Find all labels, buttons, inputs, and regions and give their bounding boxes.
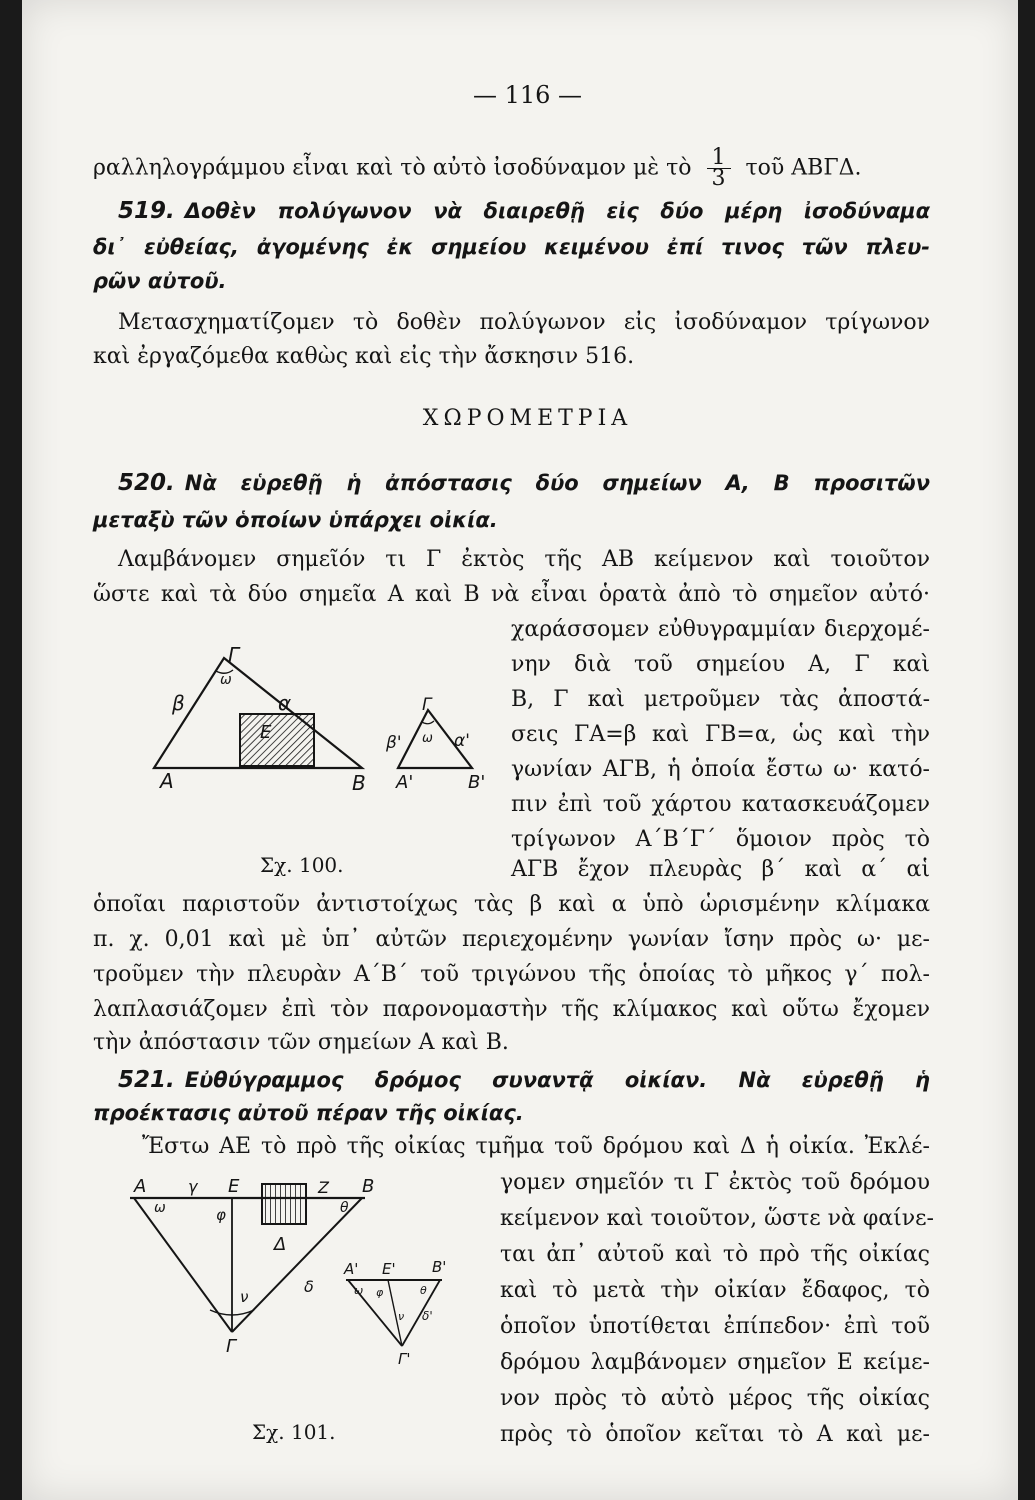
page-number: — 116 — [472, 81, 583, 109]
s520-rest-line-1: ὁποῖαι παριστοῦν ἀντιστοίχως τὰς β καὶ α ὑπὸ ὡρισμένην κλίμακα [93, 892, 930, 917]
label-delta2: δ' [422, 1309, 433, 1323]
label-A: A [134, 1176, 147, 1197]
label-phi2: φ [376, 1286, 384, 1299]
s520-title-line-1: 520. Νὰ εὑρεθῇ ἡ ἀπόστασις δύο σημείων Α, Β προσιτῶν [118, 470, 930, 496]
label-E: E [260, 722, 272, 743]
figure-100-caption: Σχ. 100. [260, 853, 344, 877]
s521-right-line-2: κείμενον καὶ τοιοῦτον, ὥστε νὰ φαίνε- [500, 1206, 934, 1231]
intro-line [93, 145, 953, 191]
label-nu: ν [240, 1288, 249, 1306]
s521-right-line-3: ται ἀπ᾽ αὐτοῦ καὶ τὸ πρὸ τῆς οἰκίας [500, 1242, 930, 1267]
label-beta: β [172, 691, 185, 715]
s520-rest-line-5: τὴν ἀπόστασιν τῶν σημείων Α καὶ Β. [93, 1030, 509, 1055]
label-A: A [160, 769, 174, 793]
label-B2: B' [468, 772, 486, 793]
label-G2: Γ' [398, 1350, 411, 1368]
book-page [22, 0, 1018, 1500]
section-heading: ΧΩΡΟΜΕΤΡΙΑ [422, 406, 633, 431]
s519-title-line-2: δι᾽ εὐθείας, ἀγομένης ἐκ σημείου κειμένου ἐπί τινος τῶν πλευ- [93, 235, 930, 259]
label-G: Γ [228, 643, 240, 667]
label-nu2: ν [398, 1310, 405, 1323]
label-Z: Z [318, 1178, 329, 1197]
label-omega: ω [220, 672, 232, 688]
label-A2: A' [396, 772, 414, 793]
s521-right-line-1: γομεν σημεῖόν τι Γ ἐκτὸς τοῦ δρόμου [500, 1170, 930, 1195]
s520-right-line-5: γωνίαν ΑΓΒ, ἡ ὁποία ἔστω ω· κατό- [511, 757, 930, 782]
fraction-one-third [707, 145, 731, 191]
label-omega2: ω [422, 731, 433, 746]
label-G: Γ [226, 1336, 237, 1357]
label-omega2: ω [354, 1284, 364, 1297]
label-alpha: α [278, 691, 292, 715]
s520-rest-line-2: π. χ. 0,01 καὶ μὲ ὑπ᾽ αὐτῶν περιεχομένην γωνίαν ἴσην πρὸς ω· με- [93, 927, 930, 952]
s521-right-line-8: πρὸς τὸ ὁποῖον κεῖται τὸ Α καὶ με- [500, 1422, 930, 1447]
intro-text-after: τοῦ ΑΒΓΔ. [745, 155, 862, 181]
s520-number: 520. [118, 470, 175, 496]
s521-title-line-2: προέκτασις αὐτοῦ πέραν τῆς οἰκίας. [93, 1101, 524, 1125]
s520-right-line-4: σεις ΓΑ=β καὶ ΓΒ=α, ὡς καὶ τὴν [511, 722, 930, 747]
label-alpha2: α' [454, 731, 470, 751]
s520-right-line-7: τρίγωνον Α΄Β΄Γ΄ ὅμοιον πρὸς τὸ [511, 827, 930, 852]
s520-body-line-1: Λαμβάνομεν σημεῖόν τι Γ ἐκτὸς τῆς ΑΒ κείμενον καὶ τοιοῦτον [118, 547, 930, 572]
label-B2: B' [432, 1258, 447, 1276]
s520-rest-line-4: λαπλασιάζομεν ἐπὶ τὸν παρονομαστὴν τῆς κλίμακος καὶ οὕτω ἔχομεν [93, 997, 930, 1022]
s520-rest-line-3: τροῦμεν τὴν πλευρὰν Α΄Β΄ τοῦ τριγώνου τῆς ὁποίας τὸ μῆκος γ΄ πολ- [93, 962, 930, 987]
s520-right-line-2: νην διὰ τοῦ σημείου Α, Γ καὶ [511, 652, 930, 677]
s521-right-line-4: καὶ τὸ μετὰ τὴν οἰκίαν ἔδαφος, τὸ [500, 1278, 930, 1303]
label-delta: δ [304, 1277, 314, 1296]
s521-right-line-5: ὁποῖον ὑποτίθεται ἐπίπεδον· ἐπὶ τοῦ [500, 1314, 930, 1339]
label-G2: Γ [422, 695, 432, 715]
label-E2: E' [382, 1260, 396, 1278]
s521-right-line-7: νον πρὸς τὸ αὐτὸ μέρος τῆς οἰκίας [500, 1386, 930, 1411]
s520-right-line-1: χαράσσομεν εὐθυγραμμίαν διερχομέ- [511, 617, 930, 642]
figure-101-caption: Σχ. 101. [252, 1420, 336, 1444]
label-Delta: Δ [274, 1234, 287, 1255]
house-square [240, 714, 314, 766]
fraction-numerator: 1 [707, 148, 731, 169]
label-B: B [362, 1176, 375, 1197]
s519-body-line-2: καὶ ἐργαζόμεθα καθὼς καὶ εἰς τὴν ἄσκησιν 516. [93, 344, 635, 369]
label-E: E [228, 1176, 240, 1197]
s519-title-line-1: 519. Δοθὲν πολύγωνον νὰ διαιρεθῇ εἰς δύο μέρη ἰσοδύναμα [118, 198, 930, 224]
figure-100 [142, 640, 492, 800]
angle-omega2-arc [422, 721, 434, 724]
fraction-denominator: 3 [711, 166, 726, 191]
s520-right-line-6: πιν ἐπὶ τοῦ χάρτου κατασκευάζομεν [511, 792, 930, 817]
figure-101 [110, 1170, 470, 1370]
s520-title-line-2: μεταξὺ τῶν ὁποίων ὑπάρχει οἰκία. [93, 508, 498, 532]
intro-text-before: ραλληλογράμμου εἶναι καὶ τὸ αὐτὸ ἰσοδύναμον μὲ τὸ [93, 155, 692, 181]
label-phi: φ [216, 1206, 226, 1224]
s519-body-line-1: Μετασχηματίζομεν τὸ δοθὲν πολύγωνον εἰς ἰσοδύναμον τρίγωνον [118, 310, 930, 335]
s520-right-line-8: ΑΓΒ ἔχον πλευρὰς β΄ καὶ α΄ αἱ [511, 857, 930, 882]
s521-body-line-1: Ἔστω ΑΕ τὸ πρὸ τῆς οἰκίας τμῆμα τοῦ δρόμου καὶ Δ ἡ οἰκία. Ἐκλέ- [142, 1134, 930, 1159]
label-B: B [352, 771, 366, 795]
label-theta: θ [340, 1200, 349, 1216]
s520-body-line-2: ὥστε καὶ τὰ δύο σημεῖα Α καὶ Β νὰ εἶναι ὁρατὰ ἀπὸ τὸ σημεῖον αὐτό· [93, 582, 930, 607]
s521-right-line-6: δρόμου λαμβάνομεν σημεῖον Ε κείμε- [500, 1350, 930, 1375]
label-gamma: γ [188, 1177, 198, 1196]
s521-number: 521. [118, 1067, 175, 1093]
label-A2: A' [344, 1260, 359, 1278]
label-beta2: β' [386, 733, 402, 753]
s520-right-line-3: Β, Γ καὶ μετροῦμεν τὰς ἀποστά- [511, 687, 930, 712]
label-theta2: θ [420, 1284, 427, 1297]
house-delta [262, 1184, 306, 1224]
label-omega: ω [154, 1200, 166, 1216]
s521-title-line-1: 521. Εὐθύγραμμος δρόμος συναντᾷ οἰκίαν. Νὰ εὑρεθῇ ἡ [118, 1067, 930, 1093]
s519-number: 519. [118, 198, 175, 224]
s519-title-line-3: ρῶν αὐτοῦ. [93, 269, 227, 293]
